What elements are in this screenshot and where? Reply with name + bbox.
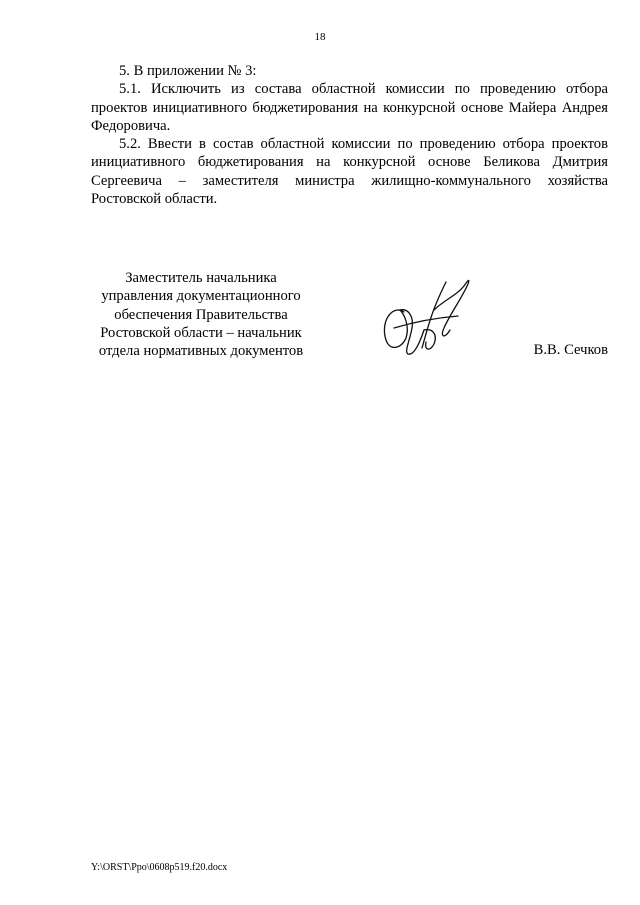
position-line: управления документационного	[101, 288, 301, 305]
paragraph-5: 5. В приложении № 3:	[119, 63, 257, 79]
position-line: обеспечения Правительства	[114, 306, 288, 323]
paragraph-5-2: 5.2. Ввести в состав областной комиссии по проведению отбора проектов инициативного бюджетирования на конкурсной основе Беликова Дмитрия Сергеевича – заместителя министра жилищно-коммунального хозяйства Ростовской области.	[91, 136, 608, 208]
signer-name: В.В. Сечков	[533, 342, 608, 358]
position-line: отдела нормативных документов	[98, 343, 304, 360]
position-line: Ростовской области – начальник	[100, 324, 302, 341]
handwritten-signature	[374, 270, 474, 360]
document-body	[91, 62, 608, 208]
file-path-footer: Y:\ORST\Ppo\0608p519.f20.docx	[91, 862, 228, 873]
paragraph-5-1: 5.1. Исключить из состава областной комиссии по проведению отбора проектов инициативного бюджетирования на конкурсной основе Майера Андрея Федоровича.	[91, 81, 608, 134]
page-number: 18	[314, 31, 326, 43]
signatory-position	[91, 269, 311, 360]
position-line: Заместитель начальника	[125, 270, 277, 286]
